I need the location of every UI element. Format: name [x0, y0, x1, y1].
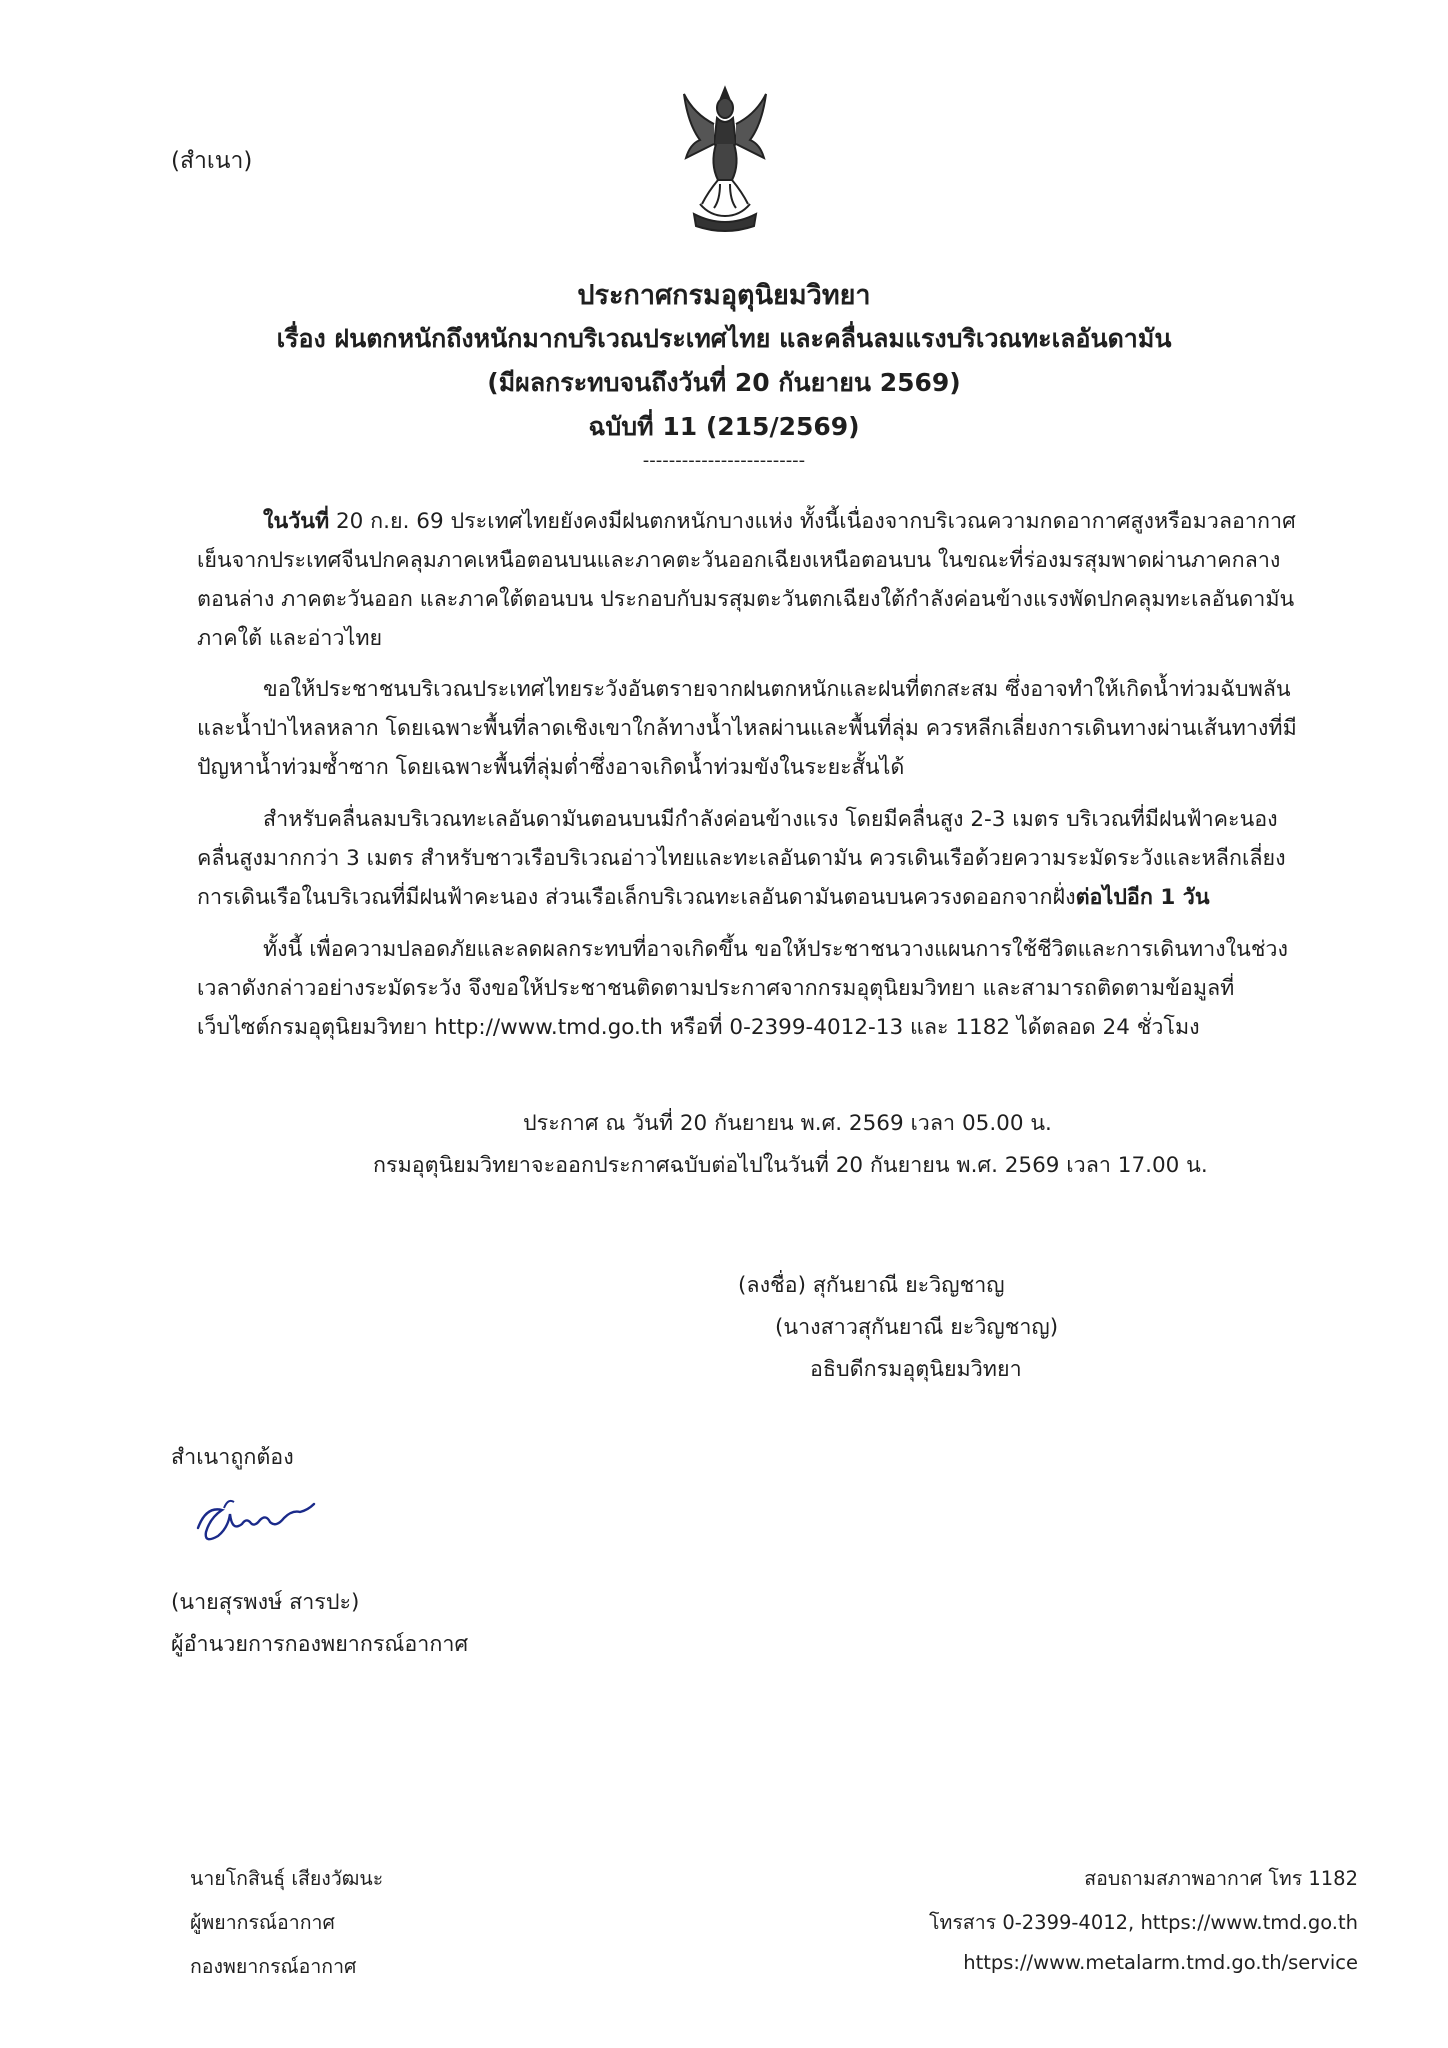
signatory-full-name: (นางสาวสุกันยาณี ยะวิญชาญ)	[775, 1315, 1059, 1340]
paragraph-1-text: 20 ก.ย. 69 ประเทศไทยยังคงมีฝนตกหนักบางแห่ง ทั้งนี้เนื่องจากบริเวณความกดอากาศสูงหรือมวลอากาศเย็นจากประเทศจีนปกคลุมภาคเหนือตอนบนและภาคตะวันออกเฉียงเหนือตอนบน ในขณะที่ร่องมรสุมพาดผ่านภาคกลางตอนล่าง ภาคตะวันออก และภาคใต้ตอนบน ประกอบกับมรสุมตะวันตกเฉียงใต้กำลังค่อนข้างแรงพัดปกคลุมทะเลอันดามัน ภาคใต้ และอ่าวไทย	[197, 509, 1296, 651]
forecaster-division: กองพยากรณ์อากาศ	[190, 1955, 357, 1978]
next-issue: กรมอุตุนิยมวิทยาจะออกประกาศฉบับต่อไปในวันที่ 20 กันยายน พ.ศ. 2569 เวลา 17.00 น.	[373, 1153, 1208, 1178]
contact-phone: สอบถามสภาพอากาศ โทร 1182	[1084, 1867, 1358, 1890]
contact-fax-website: โทรสาร 0-2399-4012, https://www.tmd.go.th	[929, 1911, 1358, 1934]
effective-period: (มีผลกระทบจนถึงวันที่ 20 กันยายน 2569)	[487, 368, 961, 397]
paragraph-1	[197, 502, 1304, 658]
certifier-name: (นายสุรพงษ์ สารปะ)	[171, 1590, 360, 1615]
handwritten-signature	[188, 1488, 318, 1550]
announcement-title: ประกาศกรมอุตุนิยมวิทยา	[577, 280, 871, 311]
issue-number: ฉบับที่ 11 (215/2569)	[588, 412, 860, 441]
forecaster-title: ผู้พยากรณ์อากาศ	[190, 1911, 335, 1934]
copy-mark: (สำเนา)	[171, 148, 253, 174]
certifier-position: ผู้อำนวยการกองพยากรณ์อากาศ	[171, 1632, 469, 1657]
paragraph-3-text: สำหรับคลื่นลมบริเวณทะเลอันดามันตอนบนมีกำลังค่อนข้างแรง โดยมีคลื่นสูง 2-3 เมตร บริเวณที่มีฝนฟ้าคะนองคลื่นสูงมากกว่า 3 เมตร สำหรับชาวเรือบริเวณอ่าวไทยและทะเลอันดามัน ควรเดินเรือด้วยความระมัดระวังและหลีกเลี่ยงการเดินเรือในบริเวณที่มีฝนฟ้าคะนอง ส่วนเรือเล็กบริเวณทะเลอันดามันตอนบนควรงดออกจากฝั่ง	[197, 807, 1286, 910]
paragraph-2: ขอให้ประชาชนบริเวณประเทศไทยระวังอันตรายจากฝนตกหนักและฝนที่ตกสะสม ซึ่งอาจทำให้เกิดน้ำท่วมฉับพลันและน้ำป่าไหลหลาก โดยเฉพาะพื้นที่ลาดเชิงเขาใกล้ทางน้ำไหลผ่านและพื้นที่ลุ่ม ควรหลีกเลี่ยงการเดินทางผ่านเส้นทางที่มีปัญหาน้ำท่วมซ้ำซาก โดยเฉพาะพื้นที่ลุ่มต่ำซึ่งอาจเกิดน้ำท่วมขังในระยะสั้นได้	[197, 677, 1297, 780]
paragraph-3	[197, 800, 1304, 917]
paragraph-1-lead: ในวันที่	[263, 509, 330, 534]
divider: -------------------------	[642, 450, 806, 471]
paragraph-3-bold: ต่อไปอีก 1 วัน	[1075, 885, 1210, 910]
forecaster-name: นายโกสินธุ์ เสียงวัฒนะ	[190, 1867, 384, 1890]
announcement-subject: เรื่อง ฝนตกหนักถึงหนักมากบริเวณประเทศไทย และคลื่นลมแรงบริเวณทะเลอันดามัน	[276, 324, 1172, 353]
issued-date: ประกาศ ณ วันที่ 20 กันยายน พ.ศ. 2569 เวลา 05.00 น.	[523, 1111, 1052, 1136]
garuda-emblem-icon	[680, 84, 770, 238]
paragraph-4: ทั้งนี้ เพื่อความปลอดภัยและลดผลกระทบที่อาจเกิดขึ้น ขอให้ประชาชนวางแผนการใช้ชีวิตและการเดินทางในช่วงเวลาดังกล่าวอย่างระมัดระวัง จึงขอให้ประชาชนติดตามประกาศจากกรมอุตุนิยมวิทยา และสามารถติดตามข้อมูลที่เว็บไซต์กรมอุตุนิยมวิทยา http://www.tmd.go.th หรือที่ 0-2399-4012-13 และ 1182 ได้ตลอด 24 ชั่วโมง	[197, 937, 1288, 1040]
signed-by: (ลงชื่อ) สุกันยาณี ยะวิญชาญ	[738, 1273, 1005, 1298]
certified-copy-label: สำเนาถูกต้อง	[171, 1445, 294, 1470]
contact-service-url: https://www.metalarm.tmd.go.th/service	[963, 1951, 1358, 1974]
signatory-position: อธิบดีกรมอุตุนิยมวิทยา	[810, 1357, 1022, 1382]
